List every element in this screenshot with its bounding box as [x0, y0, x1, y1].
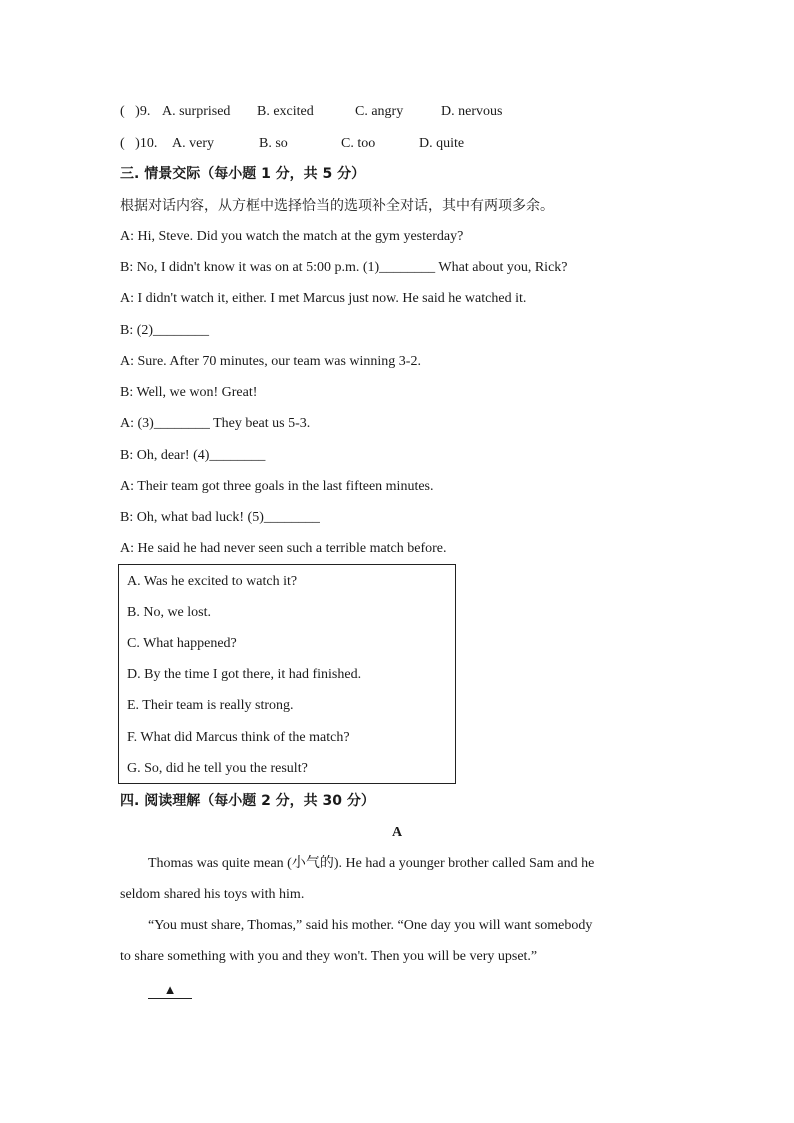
option-item: G. So, did he tell you the result? — [127, 761, 308, 776]
option-item: C. What happened? — [127, 636, 237, 651]
dialogue-line: A: Hi, Steve. Did you watch the match at the gym yesterday? — [120, 229, 464, 244]
passage-label: A — [391, 825, 403, 840]
section-3-instruction: 根据对话内容，从方框中选择恰当的选项补全对话，其中有两项多余。 — [120, 198, 554, 214]
dialogue-line: B: Oh, dear! (4)________ — [120, 448, 266, 463]
section-3-title: 三. 情景交际（每小题 1 分，共 5 分） — [120, 166, 366, 182]
q10-option-a: A. very — [172, 136, 214, 151]
options-box — [118, 564, 456, 784]
option-item: F. What did Marcus think of the match? — [127, 730, 350, 745]
option-item: E. Their team is really strong. — [127, 698, 294, 713]
q9-option-d: D. nervous — [441, 104, 503, 119]
dialogue-line: A: He said he had never seen such a terrible match before. — [120, 541, 447, 556]
dialogue-line: B: Oh, what bad luck! (5)________ — [120, 510, 320, 525]
passage-line: Thomas was quite mean (小气的). He had a younger brother called Sam and he — [148, 856, 595, 871]
q10-option-b: B. so — [259, 136, 288, 151]
dialogue-line: A: Sure. After 70 minutes, our team was winning 3-2. — [120, 354, 421, 369]
option-item: B. No, we lost. — [127, 605, 211, 620]
q9-number: ( )9. — [120, 104, 151, 119]
dialogue-line: A: Their team got three goals in the last fifteen minutes. — [120, 479, 434, 494]
passage-line: “You must share, Thomas,” said his mother. “One day you will want somebody — [148, 918, 593, 933]
q10-number: ( )10. — [120, 136, 158, 151]
q9-option-b: B. excited — [257, 104, 314, 119]
dialogue-line: B: Well, we won! Great! — [120, 385, 258, 400]
q9-option-a: A. surprised — [162, 104, 231, 119]
q10-option-c: C. too — [341, 136, 376, 151]
option-item: D. By the time I got there, it had finished. — [127, 667, 362, 682]
option-item: A. Was he excited to watch it? — [127, 574, 298, 589]
dialogue-line: A: I didn't watch it, either. I met Marcus just now. He said he watched it. — [120, 291, 527, 306]
q10-option-d: D. quite — [419, 136, 465, 151]
passage-line: to share something with you and they won't. Then you will be very upset.” — [120, 949, 538, 964]
dialogue-line: B: No, I didn't know it was on at 5:00 p.m. (1)________ What about you, Rick? — [120, 260, 568, 275]
q9-option-c: C. angry — [355, 104, 404, 119]
section-4-title: 四. 阅读理解（每小题 2 分，共 30 分） — [120, 793, 375, 809]
dialogue-line: A: (3)________ They beat us 5-3. — [120, 416, 311, 431]
passage-line: seldom shared his toys with him. — [120, 887, 305, 902]
triangle-icon: ▲ — [163, 982, 177, 997]
dialogue-line: B: (2)________ — [120, 323, 210, 338]
answer-blank — [148, 982, 192, 999]
